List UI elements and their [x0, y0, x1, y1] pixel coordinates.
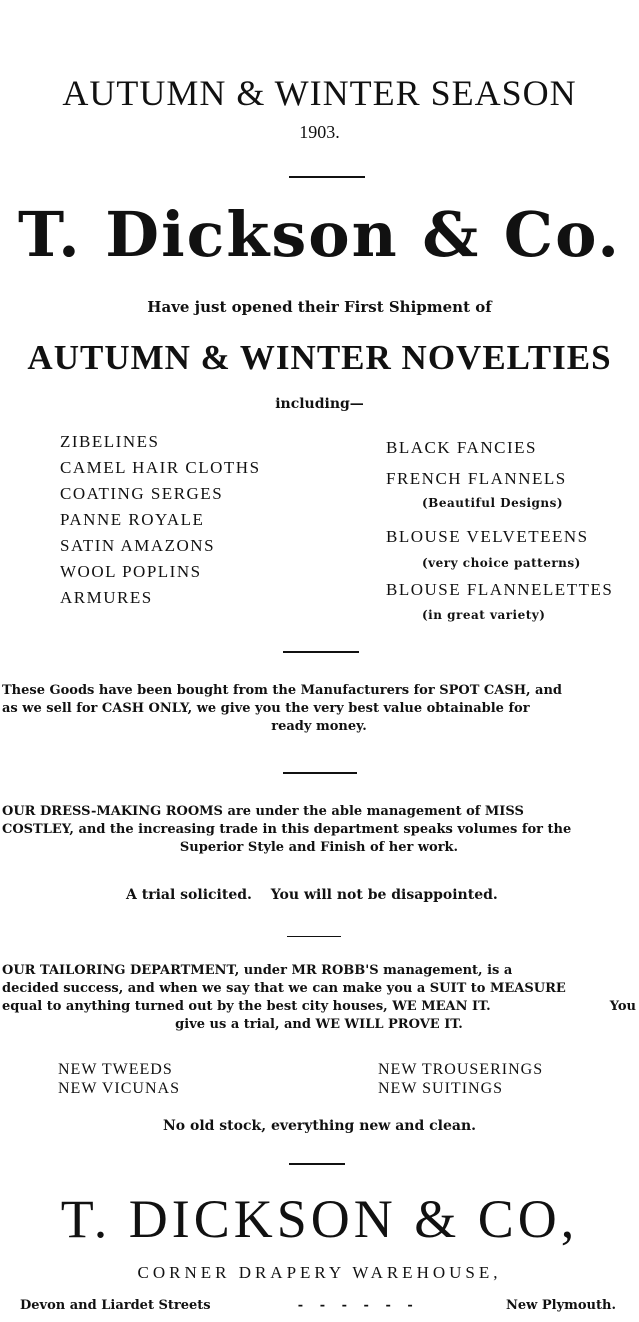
paragraph-text: equal to anything turned out by the best city houses, WE MEAN IT.: [2, 999, 491, 1014]
novelties-heading: AUTUMN & WINTER NOVELTIES: [27, 338, 612, 377]
shipment-line: Have just opened their First Shipment of: [147, 298, 492, 316]
list-item: BLOUSE VELVETEENS: [386, 527, 589, 546]
season-title: AUTUMN & WINTER SEASON: [62, 73, 577, 113]
trial-line: [126, 886, 526, 904]
paragraph-line: OUR TAILORING DEPARTMENT, under MR ROBB'S management, is a: [2, 963, 513, 978]
list-item: COATING SERGES: [60, 484, 224, 503]
list-item: NEW TROUSERINGS: [378, 1061, 544, 1078]
footer-subtitle: CORNER DRAPERY WAREHOUSE,: [137, 1263, 502, 1282]
paragraph-line: Superior Style and Finish of her work.: [179, 840, 459, 855]
paragraph-line: COSTLEY, and the increasing trade in this department speaks volumes for the: [2, 822, 572, 837]
list-item: SATIN AMAZONS: [60, 536, 216, 555]
season-year: 1903.: [299, 122, 340, 142]
dressmaking-paragraph: [2, 803, 636, 857]
paragraph-line: give us a trial, and WE WILL PROVE IT.: [175, 1017, 463, 1032]
goods-list-left: [60, 432, 320, 622]
paragraph-line: [2, 998, 636, 1016]
paragraph-line: OUR DRESS-MAKING ROOMS are under the able management of MISS: [2, 804, 524, 819]
brand-name: T. Dickson & Co.: [17, 198, 622, 271]
list-item: BLACK FANCIES: [386, 438, 537, 457]
list-item: WOOL POPLINS: [60, 562, 202, 581]
stock-line: No old stock, everything new and clean.: [162, 1118, 477, 1134]
goods-list-right: [386, 438, 636, 628]
list-item: NEW VICUNAS: [58, 1080, 180, 1097]
divider: [289, 1163, 345, 1165]
list-item: NEW TWEEDS: [58, 1061, 173, 1078]
address-town: New Plymouth.: [505, 1298, 616, 1313]
divider: [289, 176, 365, 178]
trial-text: You will not be disappointed.: [270, 887, 498, 903]
list-item: CAMEL HAIR CLOTHS: [60, 458, 261, 477]
divider: [283, 651, 359, 653]
cash-paragraph: [2, 682, 636, 736]
tailoring-paragraph: [2, 962, 636, 1034]
list-item: PANNE ROYALE: [60, 510, 205, 529]
item-note: (very choice patterns): [422, 556, 581, 570]
list-item: FRENCH FLANNELS: [386, 469, 567, 488]
list-item: BLOUSE FLANNELETTES: [386, 580, 614, 599]
item-note: (Beautiful Designs): [422, 496, 564, 510]
footer-brand: T. DICKSON & CO,: [60, 1189, 579, 1249]
paragraph-line: ready money.: [271, 719, 367, 734]
address-line: [20, 1298, 616, 1313]
list-item: NEW SUITINGS: [378, 1080, 504, 1097]
paragraph-line: These Goods have been bought from the Manufacturers for SPOT CASH, and: [2, 683, 563, 698]
item-note: (in great variety): [422, 608, 546, 622]
trial-text: A trial solicited.: [126, 887, 252, 903]
divider: [287, 936, 341, 937]
tailoring-items-left: [58, 1060, 180, 1098]
list-item: ARMURES: [60, 588, 153, 607]
paragraph-line: as we sell for CASH ONLY, we give you the very best value obtainable for: [2, 701, 530, 716]
list-item: ZIBELINES: [60, 432, 160, 451]
tailoring-items-right: [378, 1060, 543, 1098]
address-dashes: - - - - - -: [297, 1298, 419, 1313]
address-street: Devon and Liardet Streets: [20, 1298, 211, 1313]
paragraph-line: decided success, and when we say that we can make you a SUIT to MEASURE: [2, 981, 566, 996]
divider: [283, 772, 357, 774]
paragraph-text: You: [609, 999, 636, 1014]
including-label: including—: [275, 396, 364, 412]
